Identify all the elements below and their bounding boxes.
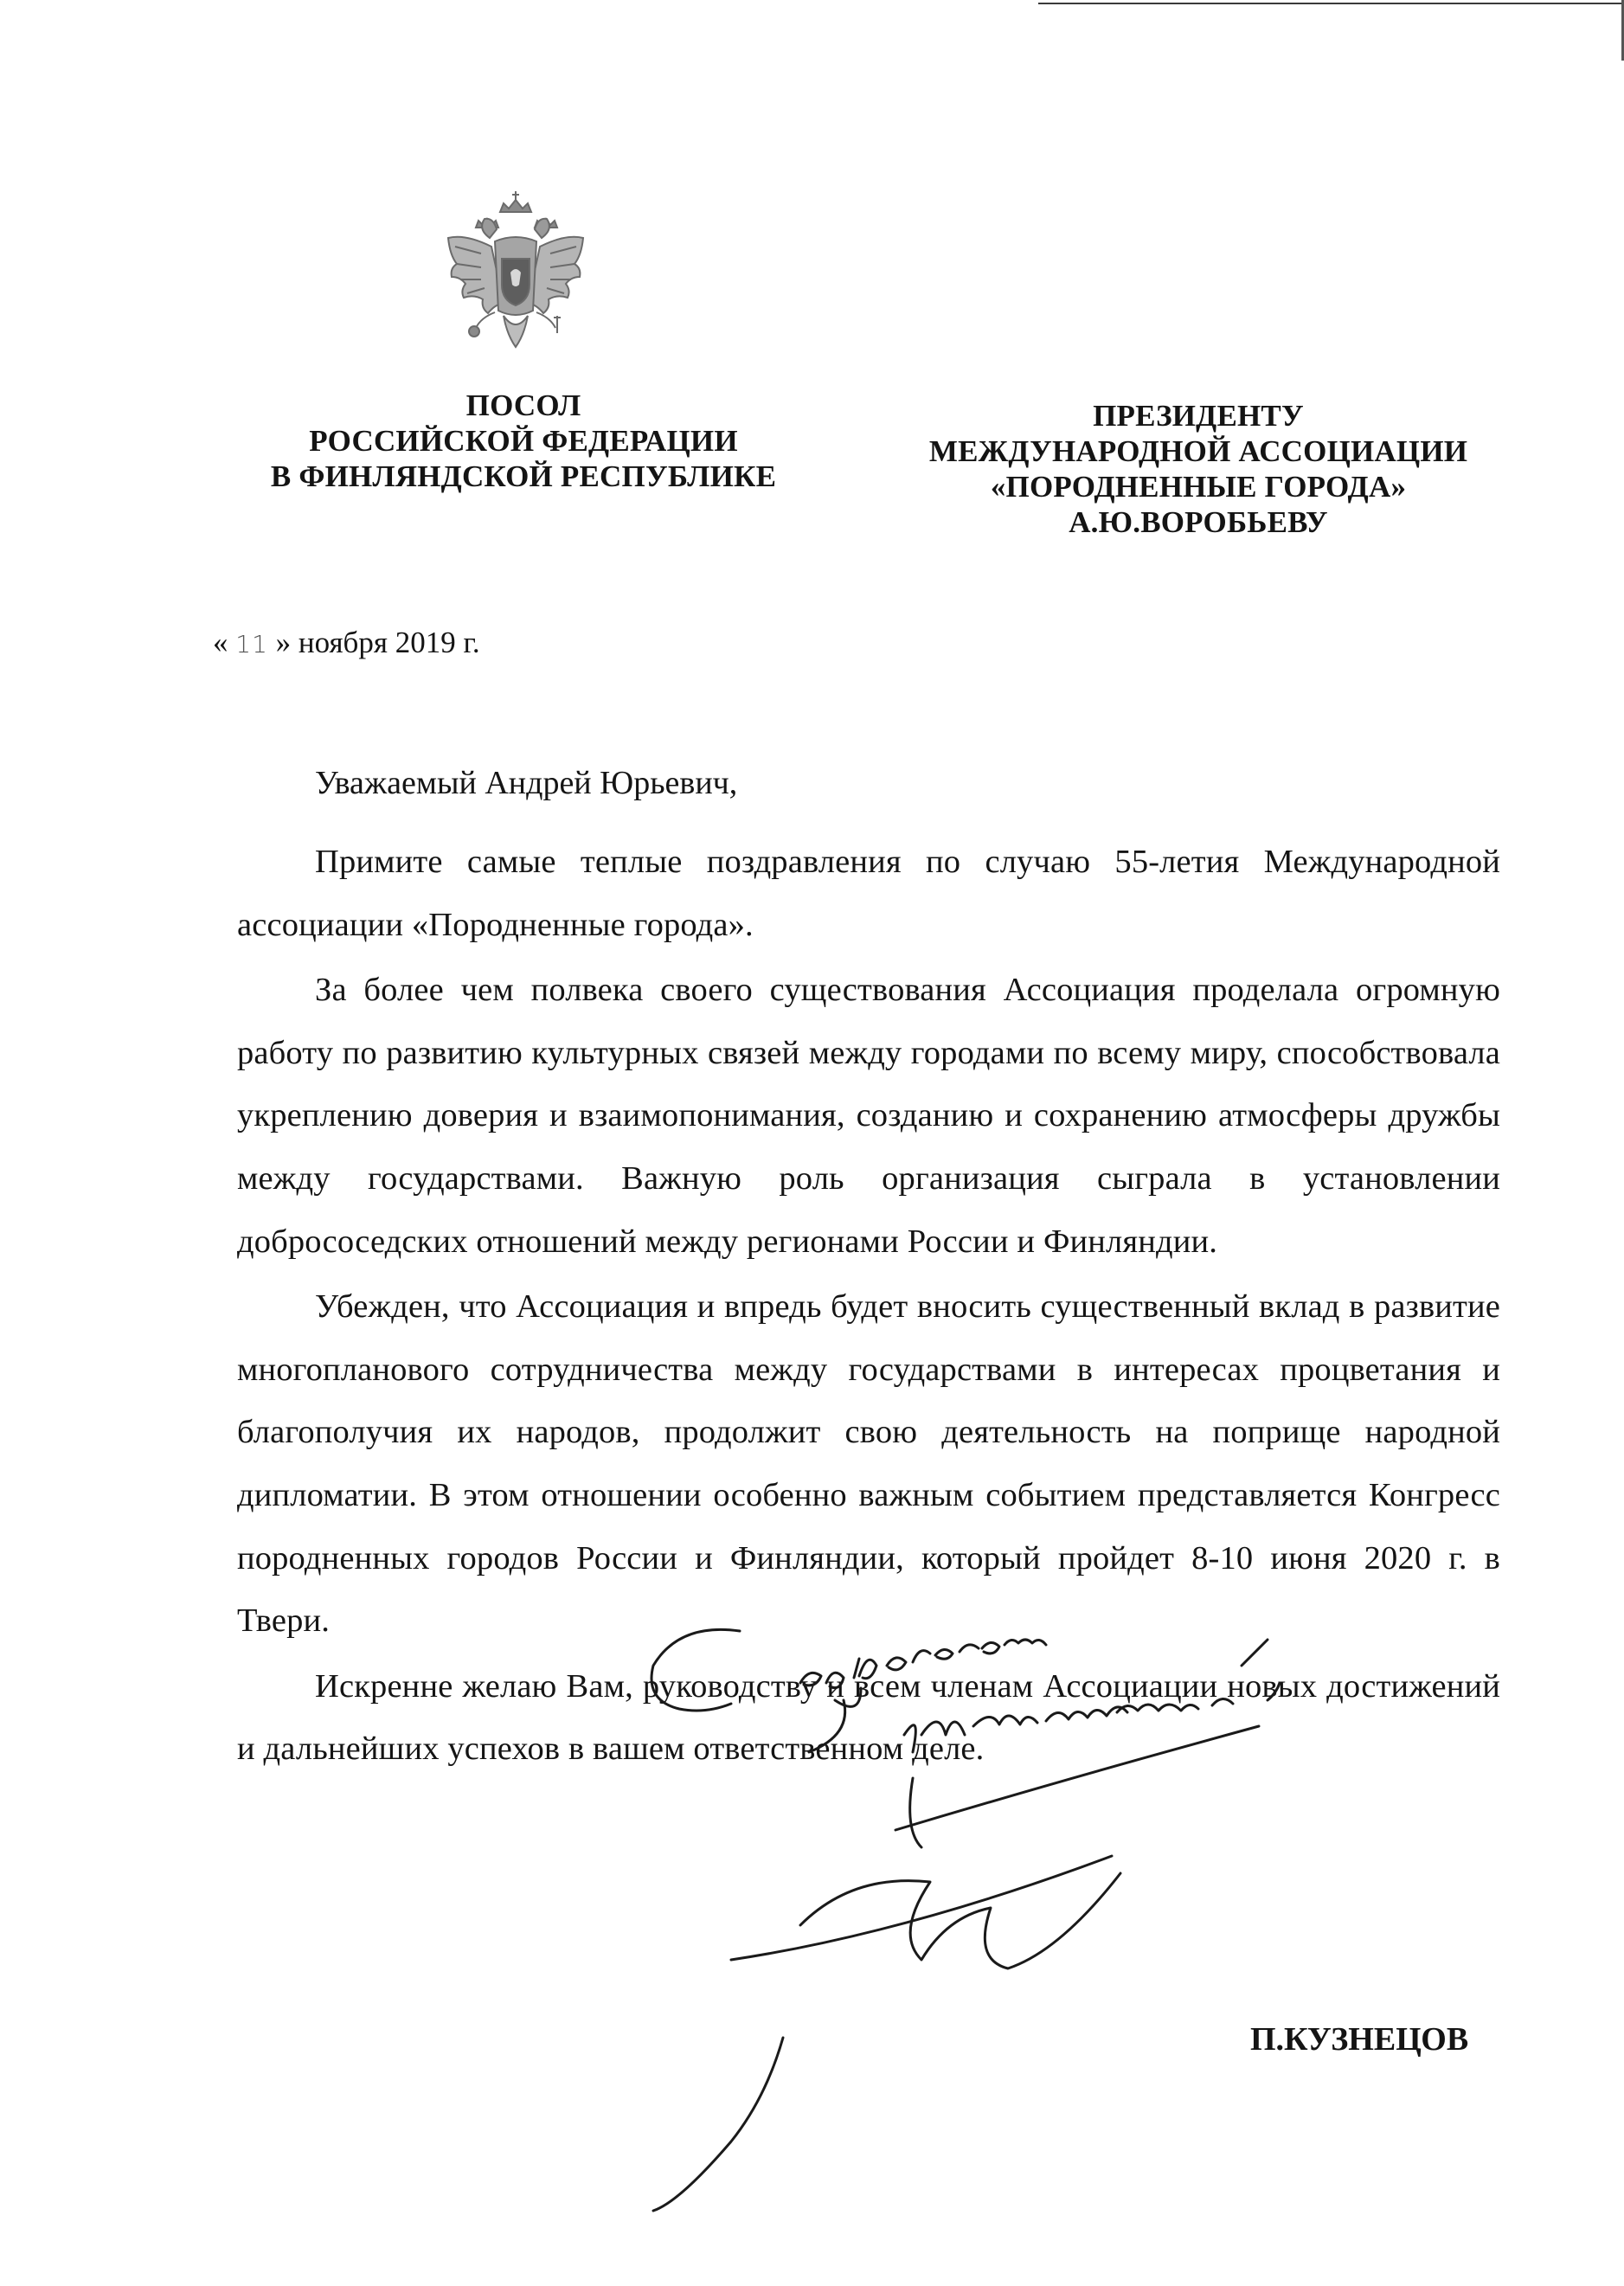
sender-line: ПОСОЛ bbox=[465, 388, 581, 422]
sender-block bbox=[212, 388, 835, 494]
recipient-block bbox=[887, 398, 1510, 540]
date-open-quote: « bbox=[213, 626, 228, 659]
recipient-line: МЕЖДУНАРОДНОЙ АССОЦИАЦИИ bbox=[928, 434, 1468, 468]
body-paragraph: За более чем полвека своего существования Ассоциация проделала огромную работу по развитию культурных связей между городами по всему миру, способствовала укреплению доверия и взаимопонимания, созданию и сохранению атмосферы дружбы между государствами. Важную роль организация сыграла в установлении добрососедских отношений между регионами России и Финляндии. bbox=[237, 972, 1500, 1260]
date-close-quote: » bbox=[275, 626, 292, 659]
sender-line: РОССИЙСКОЙ ФЕДЕРАЦИИ bbox=[309, 424, 738, 458]
date-day-handwritten: 11 bbox=[235, 630, 268, 658]
salutation: Уважаемый Андрей Юрьевич, bbox=[315, 765, 738, 801]
letter-date bbox=[213, 626, 480, 660]
scan-edge-line bbox=[1038, 3, 1624, 4]
recipient-line: А.Ю.ВОРОБЬЕВУ bbox=[1069, 505, 1328, 539]
recipient-line: ПРЕЗИДЕНТУ bbox=[1093, 399, 1304, 433]
sender-line: В ФИНЛЯНДСКОЙ РЕСПУБЛИКЕ bbox=[270, 459, 777, 493]
date-month-year: ноября 2019 г. bbox=[298, 626, 480, 659]
coat-of-arms-icon bbox=[438, 186, 594, 368]
body-paragraph: Примите самые теплые поздравления по случаю 55-летия Международной ассоциации «Породненные города». bbox=[237, 844, 1500, 943]
body-paragraph: Убежден, что Ассоциация и впредь будет вносить существенный вклад в развитие многопланового сотрудничества между государствами в интересах процветания и благополучия их народов, продолжит свою деятельность на поприще народной дипломатии. В этом отношении особенно важным событием представляется Конгресс породненных городов России и Финляндии, который пройдет 8-10 июня 2020 г. в Твери. bbox=[237, 1288, 1500, 1640]
recipient-line: «ПОРОДНЕННЫЕ ГОРОДА» bbox=[990, 470, 1407, 504]
handwritten-signature bbox=[627, 1605, 1510, 2228]
signer-name: П.КУЗНЕЦОВ bbox=[1250, 2021, 1469, 2058]
body-paragraph: Искренне желаю Вам, руководству и всем членам Ассоциации новых достижений и дальнейших успехов в вашем ответственном деле. bbox=[237, 1667, 1500, 1768]
